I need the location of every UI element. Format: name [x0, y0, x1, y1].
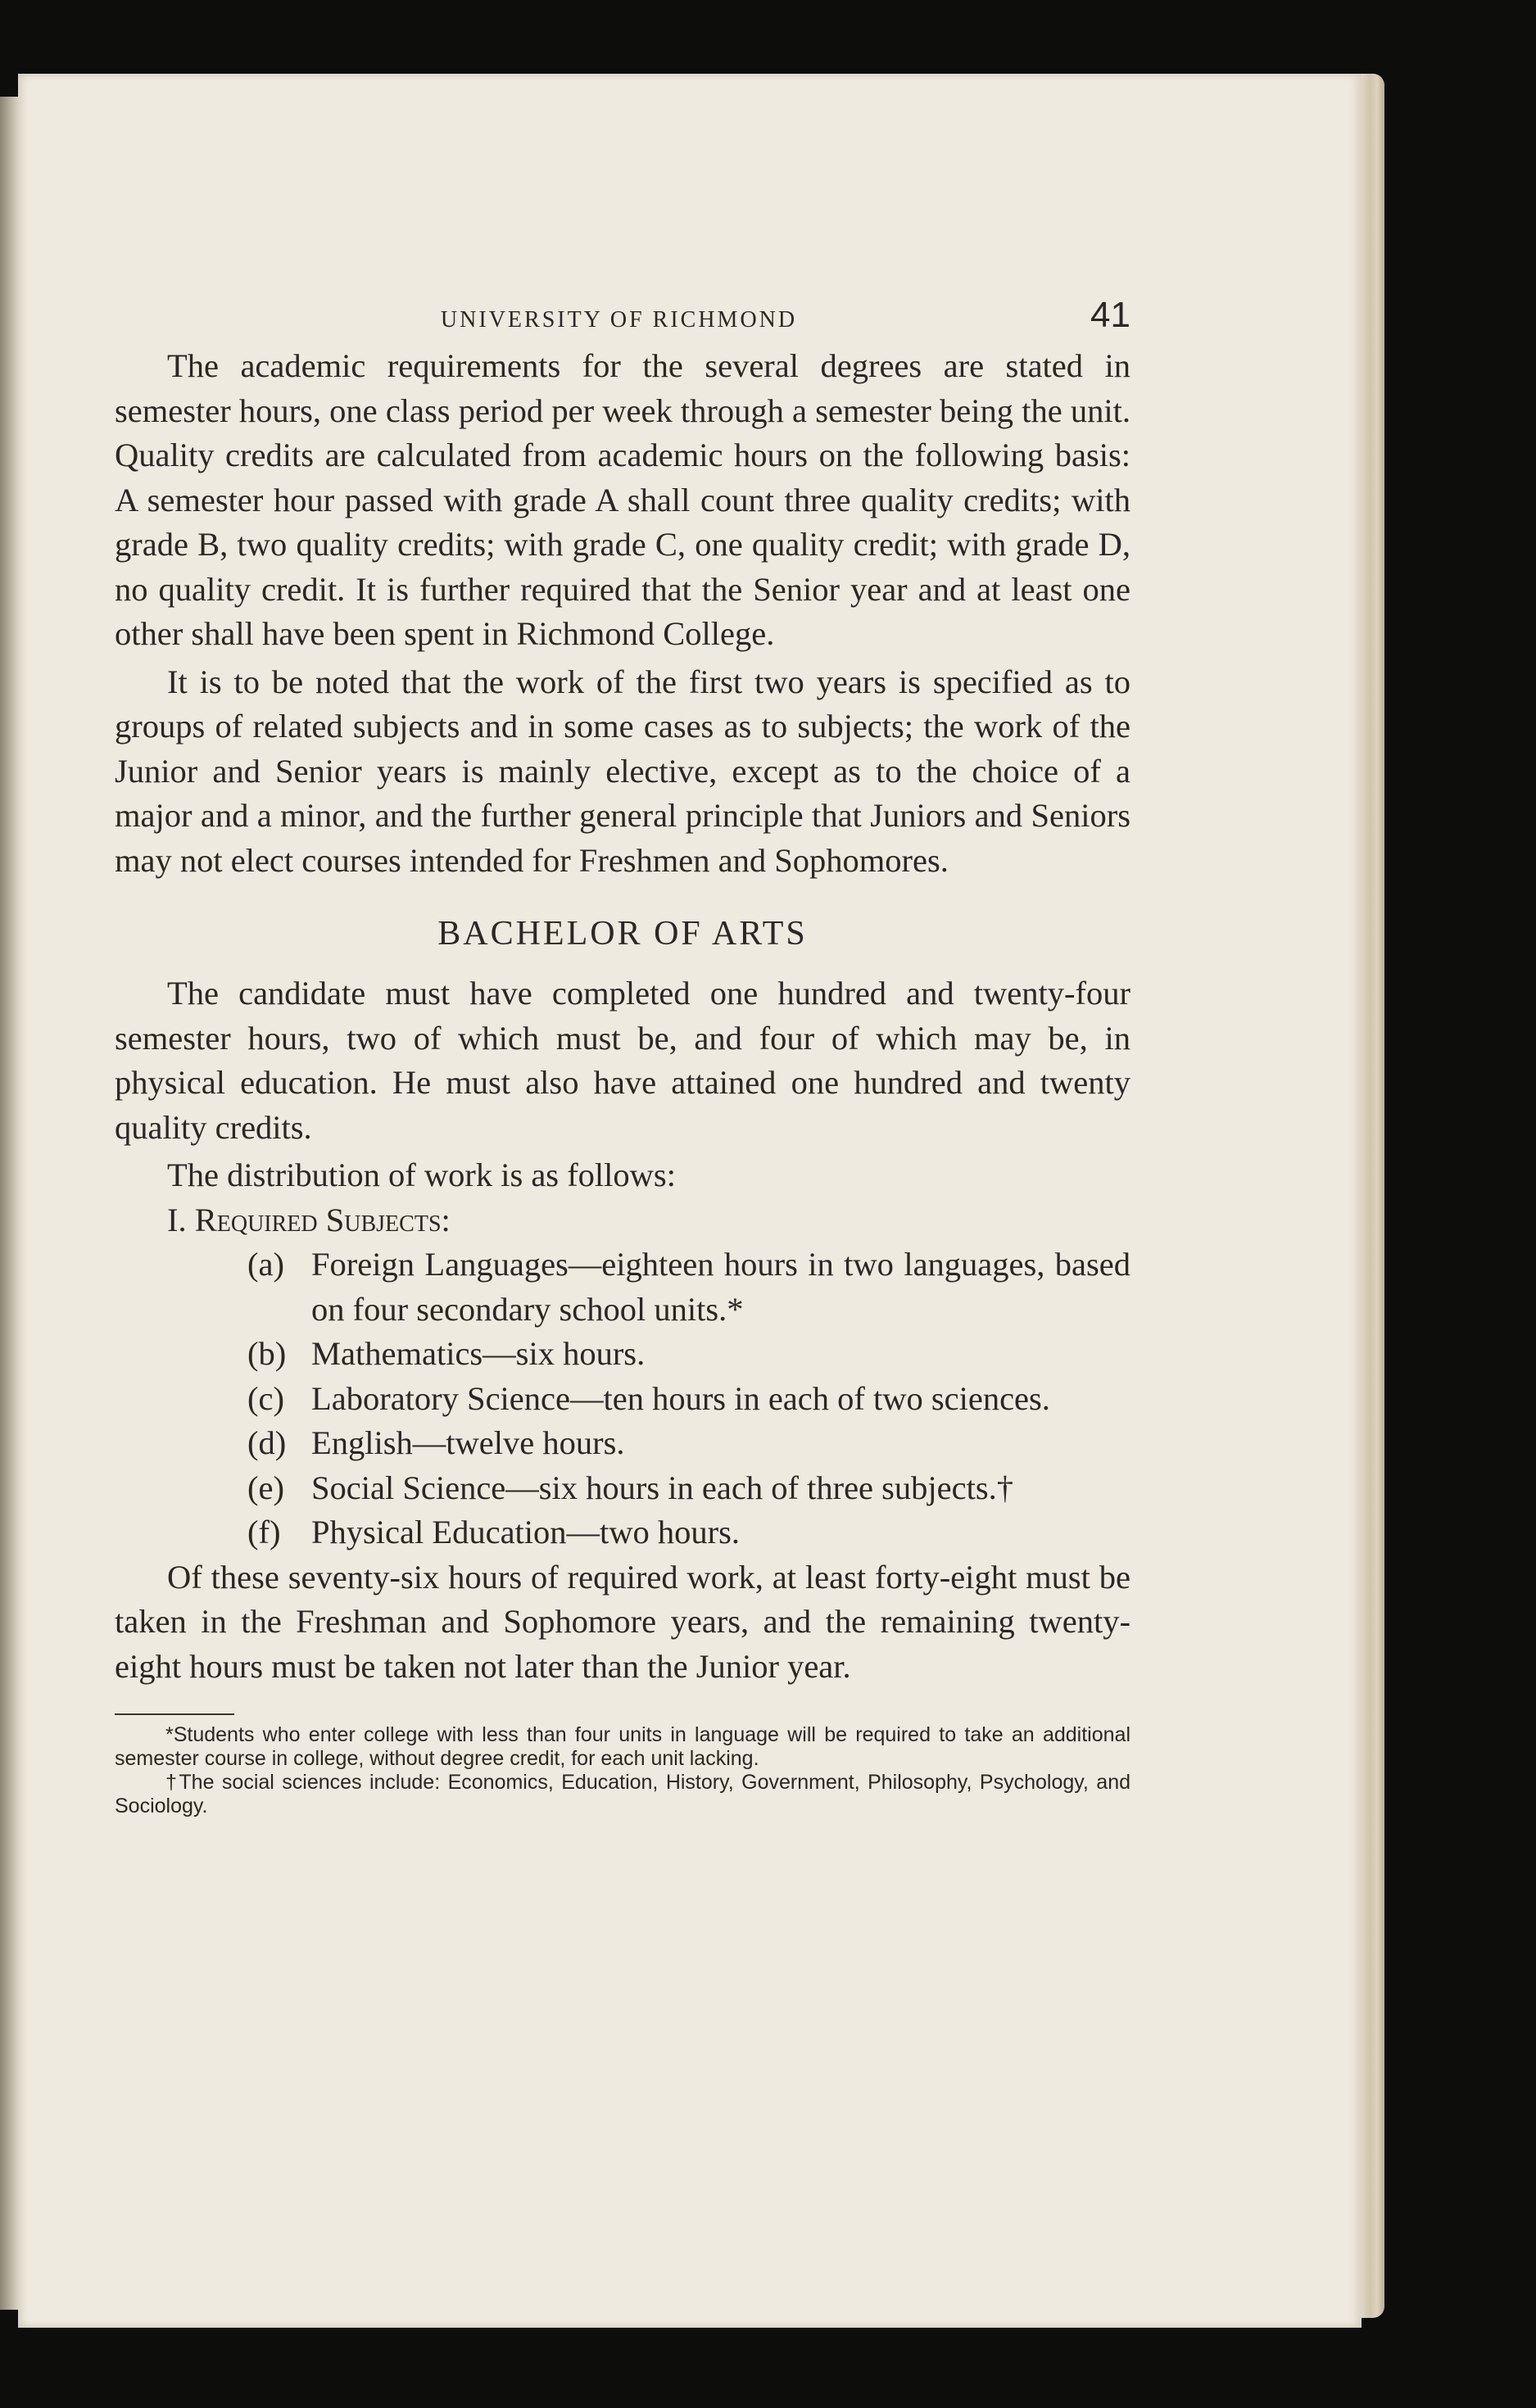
distribution-paragraph: The distribution of work is as follows:: [167, 1156, 676, 1193]
required-subjects-label: I. Required Subjects:: [167, 1201, 451, 1238]
list-item-text: Laboratory Science—ten hours in each of two sciences.: [311, 1379, 1050, 1417]
footnote: †The social sciences include: Economics, Education, History, Government, Philosophy, Psychology, and Sociology.: [115, 1771, 1130, 1817]
list-item-key: (b): [247, 1335, 287, 1372]
list-item-key: (d): [247, 1424, 287, 1461]
footnote: *Students who enter college with less than four units in language will be required to take an additional semester course in college, without degree credit, for each unit lacking.: [115, 1723, 1130, 1770]
list-item-text: Social Science—six hours in each of three subjects.†: [311, 1469, 1014, 1506]
footnote-divider: [115, 1713, 234, 1715]
list-item: [115, 1421, 1130, 1466]
section-heading: BACHELOR OF ARTS: [437, 915, 808, 953]
page-stack-edge: [1360, 74, 1384, 2318]
page-text: [115, 295, 1130, 1818]
required-work-paragraph: Of these seventy-six hours of required work, at least forty-eight must be taken in the Freshman and Sophomore years, and the remaining twenty-eight hours must be taken not later than the Junior year.: [115, 1558, 1130, 1685]
list-item: [115, 1510, 1130, 1555]
required-subjects-list: [115, 1242, 1130, 1555]
list-item: [115, 1466, 1130, 1511]
intro-paragraph: It is to be noted that the work of the first two years is specified as to groups of related subjects and in some cases as to subjects; the work of the Junior and Senior years is mainly elective, except as to the choice of a major and a minor, and the further general principle that Juniors and Seniors may not elect courses intended for Freshmen and Sophomores.: [115, 663, 1130, 879]
list-item-key: (e): [247, 1469, 284, 1506]
list-item: [115, 1377, 1130, 1422]
running-head-title: UNIVERSITY OF RICHMOND: [440, 307, 798, 333]
list-item: [115, 1242, 1130, 1332]
list-item-key: (a): [247, 1246, 284, 1283]
list-item-text: Mathematics—six hours.: [311, 1335, 646, 1372]
list-item-text: English—twelve hours.: [311, 1424, 625, 1461]
list-item-key: (c): [247, 1379, 284, 1417]
intro-paragraph: The academic requirements for the several degrees are stated in semester hours, one class period per week through a semester being the unit. Quality credits are calculated from academic hours on the following basis: A semester hour passed with grade A shall count three quality credits; with grade B, two quality credits; with grade C, one quality credit; with grade D, no quality credit. It is further required that the Senior year and at least one other shall have been spent in Richmond College.: [115, 347, 1130, 652]
list-item-key: (f): [247, 1514, 281, 1550]
list-item-text: Foreign Languages—eighteen hours in two languages, based on four secondary school units.*: [311, 1246, 1130, 1328]
facing-page-edge: [0, 97, 18, 2310]
list-item-text: Physical Education—two hours.: [311, 1514, 741, 1550]
page-number: 41: [1090, 295, 1130, 335]
candidate-paragraph: The candidate must have completed one hundred and twenty-four semester hours, two of which must be, and four of which may be, in physical education. He must also have attained one hundred and twenty quality credits.: [115, 975, 1130, 1146]
running-head: [115, 295, 1130, 344]
list-item: [115, 1332, 1130, 1377]
